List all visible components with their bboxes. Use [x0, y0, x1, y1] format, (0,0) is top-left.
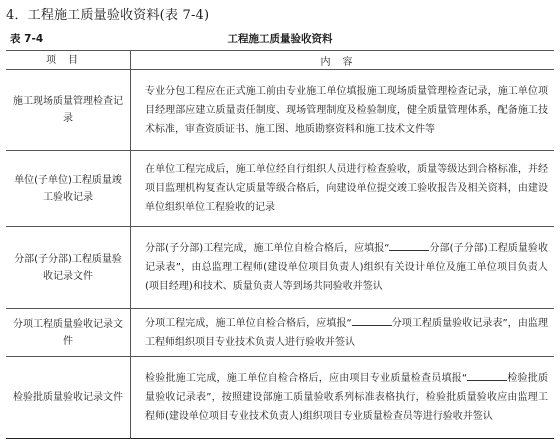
table-title: 工程施工质量验收资料: [227, 33, 333, 45]
row-content: [131, 357, 555, 439]
row-item: 施工现场质量管理检查记录: [6, 70, 131, 151]
row-item: 分项工程质量验收记录文件: [6, 309, 131, 357]
row-item: 单位(子单位)工程质量竣工验收记录: [6, 151, 131, 227]
row-content: [131, 309, 555, 357]
fill-blank: [467, 371, 507, 381]
content-part: 检验批质量验收记录表”，按照建设部施工质量验收系列标准表格执行，检验批质量验收应由监理工程师(建设单位项目专业技术负责人)组织项目专业质量检查员等进行验收并签认: [145, 373, 549, 422]
table-caption: [10, 31, 550, 47]
fill-blank: [389, 241, 429, 251]
row-content: 在单位工程完成后，施工单位经自行组织人员进行检查验收，质量等级达到合格标准，并经项目监理机构复查认定质量等级合格后，向建设单位提交竣工验收报告及相关资料，由建设单位组织单位工程验收的记录: [131, 151, 555, 227]
row-content: 专业分包工程应在正式施工前由专业施工单位填报施工现场质量管理检查记录，施工单位项目经理部应建立质量责任制度、现场管理制度及检验制度，健全质量管理体系，配备施工技术标准，审查资质证书、施工图、地质勘察资料和施工技术文件等: [131, 70, 555, 151]
table-row: [6, 227, 554, 309]
section-heading: 4．工程施工质量验收资料(表 7-4): [6, 8, 210, 23]
row-item: 检验批质量验收记录文件: [6, 357, 131, 439]
table-header-row: [6, 51, 554, 70]
content-part: 分部(子分部)工程质量验收记录表”，由总监理工程师(建设单位项目负责人)组织有关设计单位及施工单位项目负责人(项目经理)和技术、质量负责人等到场共同验收并签认: [145, 243, 548, 292]
content-part: 检验批施工完成，施工单位自检合格后，应由项目专业质量检查员填报“: [145, 373, 468, 384]
content-part: 分项工程质量验收记录表”，由监理工程师组织项目专业技术负责人进行验收并签认: [145, 317, 548, 348]
table-row: [6, 309, 554, 357]
row-content: [131, 227, 555, 309]
fill-blank: [352, 316, 392, 326]
header-item: 项目: [6, 51, 131, 70]
table-row: [6, 357, 554, 439]
header-content: 内容: [131, 51, 555, 70]
acceptance-records-table: [6, 50, 554, 439]
content-part: 分项工程完成，施工单位自检合格后，应填报“: [145, 317, 352, 329]
table-row: [6, 151, 554, 227]
table-row: [6, 70, 554, 151]
content-part: 分部(子分部)工程完成，施工单位自检合格后，应填报“: [145, 243, 390, 254]
row-item: 分部(子分部)工程质量验收记录文件: [6, 227, 131, 309]
table-number: 表 7-4: [10, 33, 44, 45]
